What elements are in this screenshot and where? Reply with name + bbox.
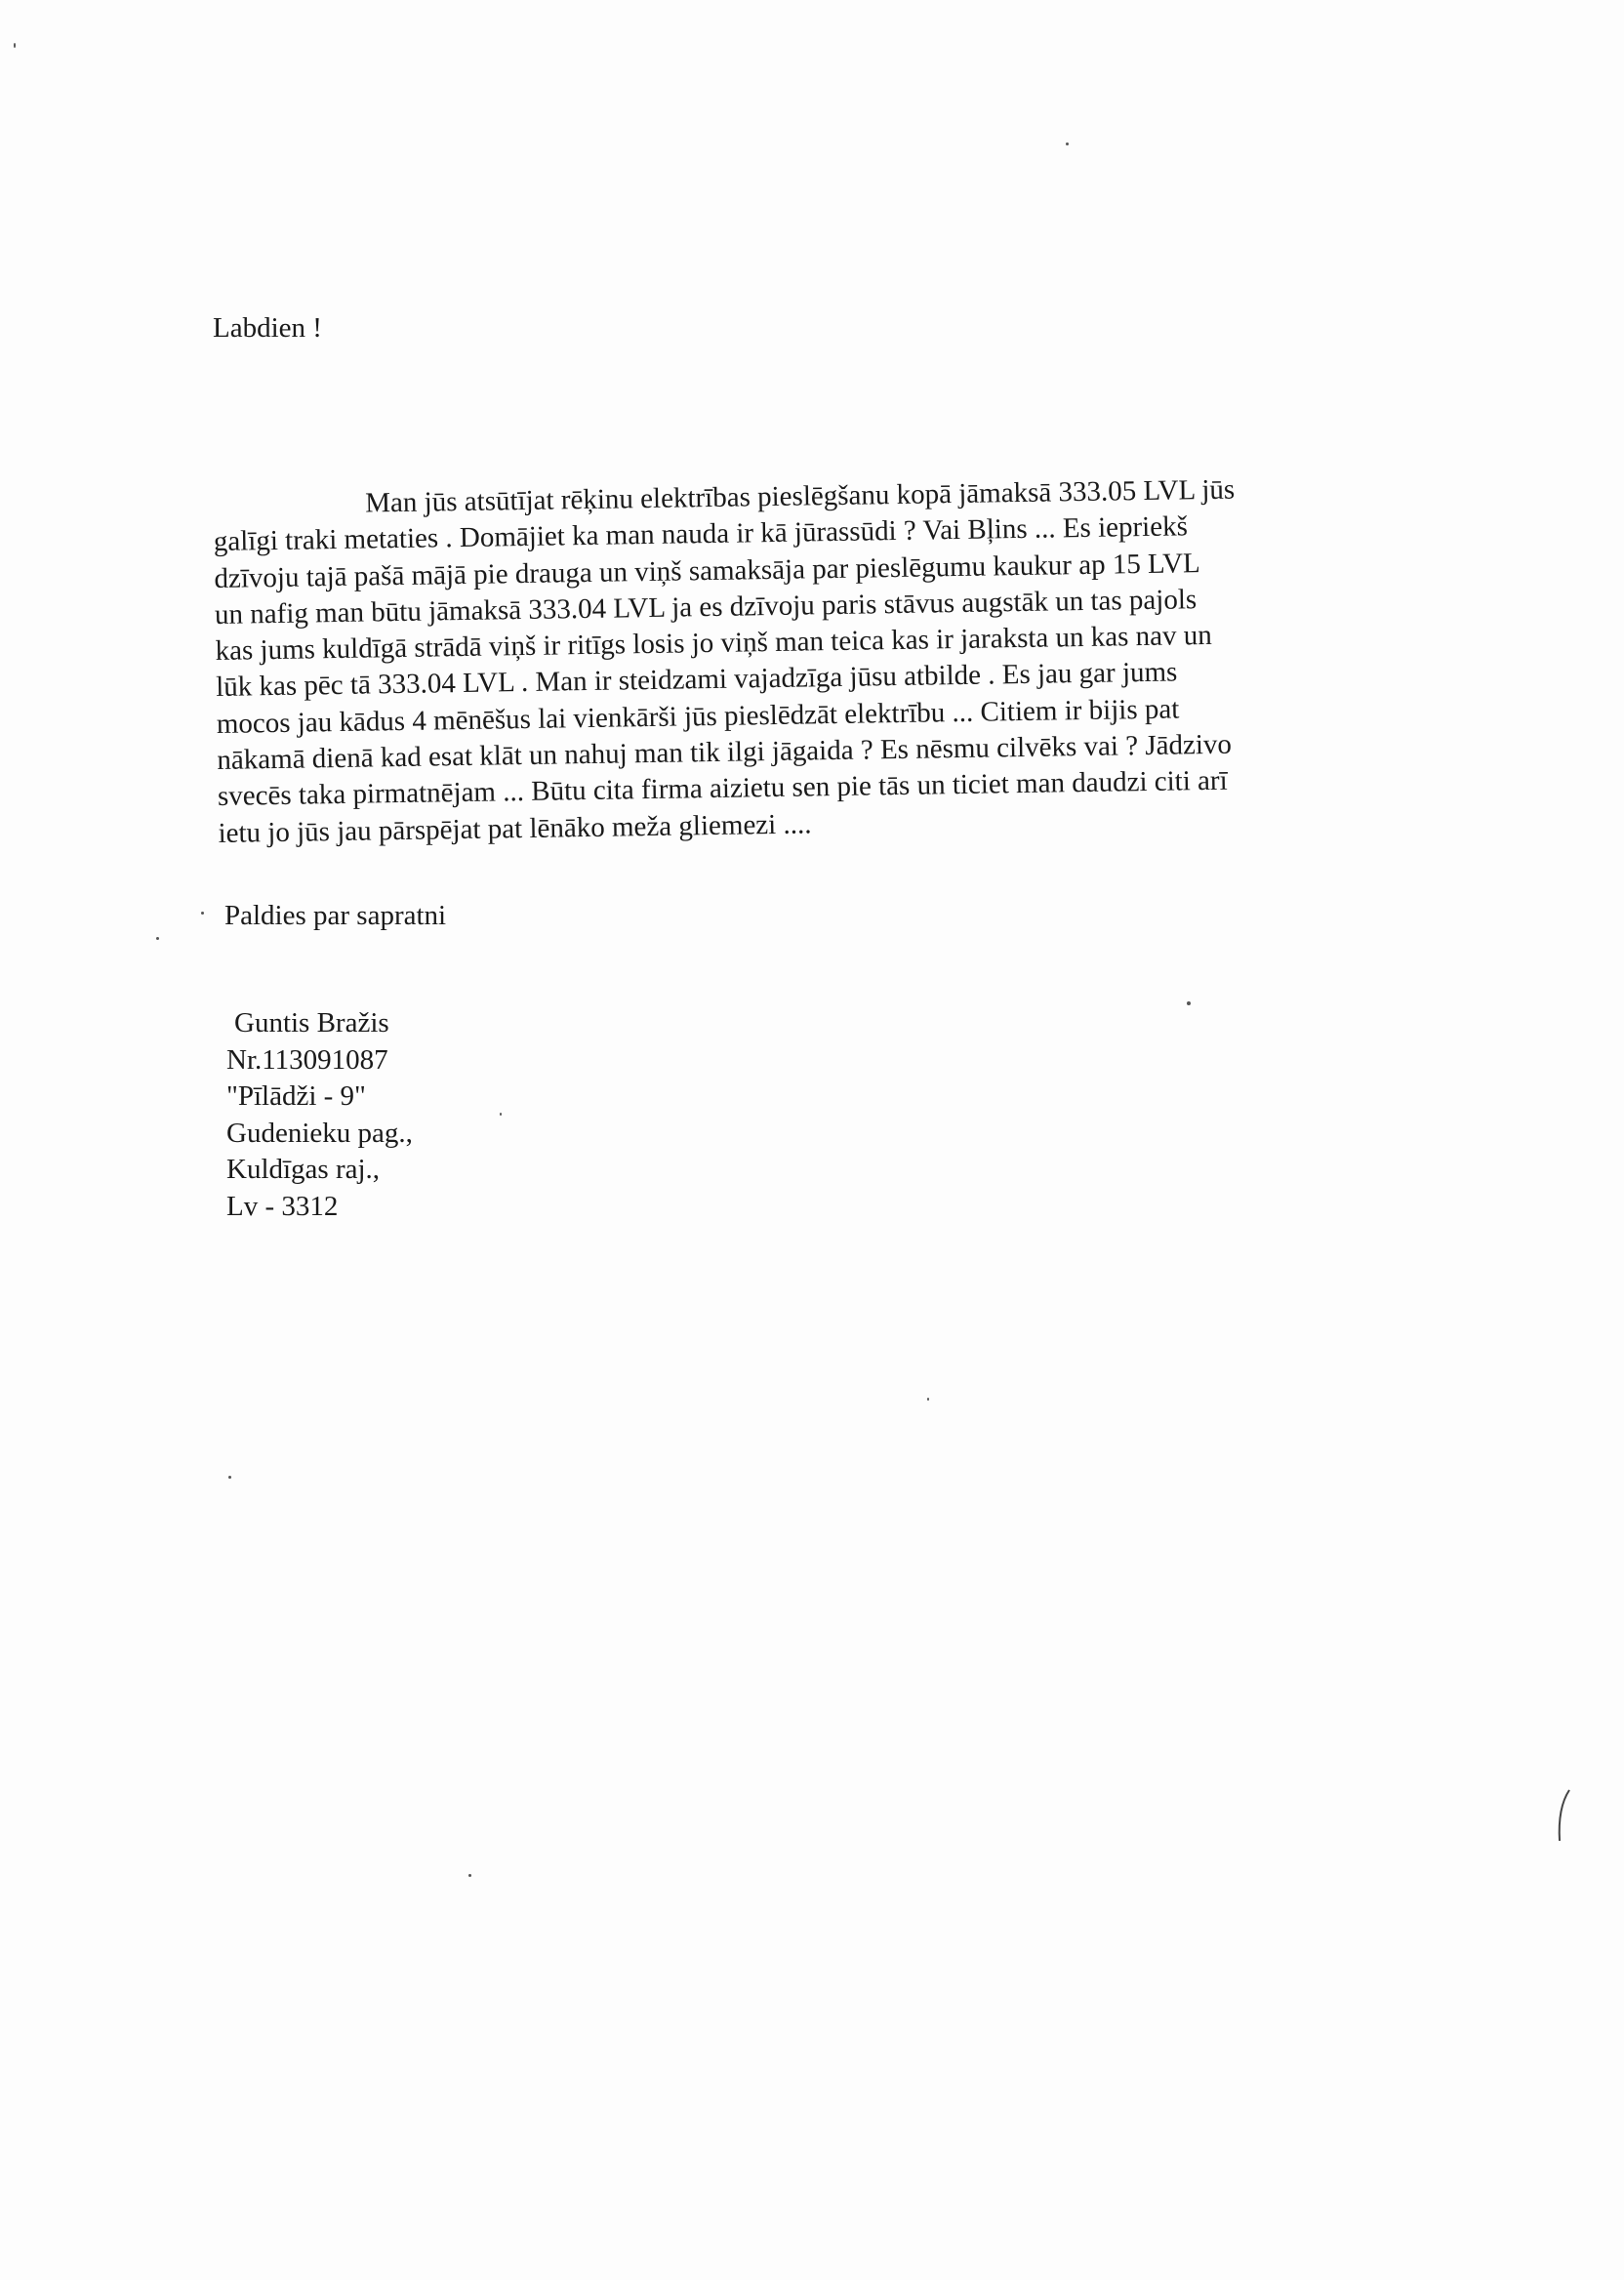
scan-speck xyxy=(1187,1001,1191,1005)
body-line: mocos jau kādus 4 mēnēšus lai vienkārši jūs pieslēdzāt elektrību ... Citiem ir bijis pat xyxy=(216,693,1180,740)
scan-speck xyxy=(228,1476,231,1479)
signature-parish: Gudenieku pag., xyxy=(226,1117,413,1149)
scan-speck xyxy=(468,1874,471,1877)
scan-speck xyxy=(927,1398,929,1401)
scan-speck xyxy=(201,912,204,915)
signature-house: "Pīlādži - 9" xyxy=(226,1080,366,1112)
body-line: Man jūs atsūtījat rēķinu elektrības pieslēgšanu kopā jāmaksā 333.05 LVL jūs xyxy=(365,473,1236,519)
body-line: galīgi traki metaties . Domājiet ka man nauda ir kā jūrassūdi ? Vai Bļins ... Es iepriekš xyxy=(213,510,1189,558)
body-line: kas jums kuldīgā strādā viņš ir ritīgs losis jo viņš man teica kas ir jaraksta un kas nav un xyxy=(215,620,1213,668)
body-line: nākamā dienā kad esat klāt un nahuj man tik ilgi jāgaida ? Es nēsmu cilvēks vai ? Jādzivo xyxy=(217,728,1233,777)
signature-number: Nr.113091087 xyxy=(226,1043,388,1076)
stray-pen-mark xyxy=(1554,1788,1573,1843)
signature-postal-code: Lv - 3312 xyxy=(226,1190,339,1222)
letter-greeting: Labdien ! xyxy=(213,312,322,344)
signature-block xyxy=(226,1005,413,1225)
letter-body xyxy=(213,469,1370,851)
body-line: svecēs taka pirmatnējam ... Būtu cita firma aizietu sen pie tās un ticiet man daudzi citi arī xyxy=(217,765,1228,813)
body-line: ietu jo jūs jau pārspējat pat lēnāko meža gliemezi .... xyxy=(218,808,812,849)
body-line: un nafig man būtu jāmaksā 333.04 LVL ja es dzīvoju paris stāvus augstāk un tas pajols xyxy=(214,584,1198,631)
scan-speck xyxy=(1066,142,1069,145)
signature-district: Kuldīgas raj., xyxy=(226,1154,381,1185)
body-line: dzīvoju tajā pašā mājā pie drauga un viņš samaksāja par pieslēgumu kaukur ap 15 LVL xyxy=(214,547,1201,594)
letter-closing: Paldies par sapratni xyxy=(224,900,447,931)
signature-name: Guntis Bražis xyxy=(234,1007,389,1038)
scan-speck xyxy=(156,937,159,940)
body-line: lūk kas pēc tā 333.04 LVL . Man ir steidzami vajadzīga jūsu atbilde . Es jau gar jums xyxy=(215,656,1178,704)
scan-speck xyxy=(500,1113,502,1116)
scan-speck xyxy=(14,43,16,48)
